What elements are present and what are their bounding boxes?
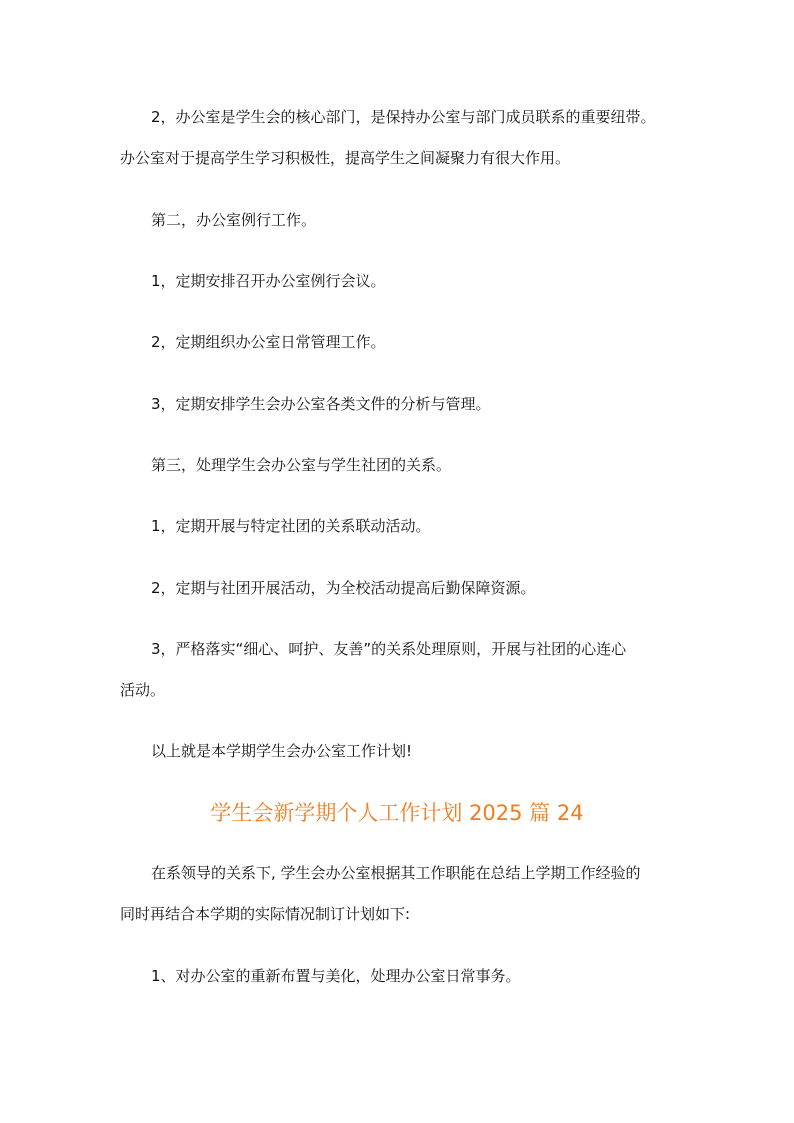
closing-sentence: 以上就是本学期学生会办公室工作计划! xyxy=(151,742,413,760)
list-item-club-linkage: 1，定期开展与特定社团的关系联动活动。 xyxy=(151,517,431,535)
list-item-principles-line2: 活动。 xyxy=(120,681,166,699)
list-item-daily-management: 2，定期组织办公室日常管理工作。 xyxy=(151,333,386,351)
list-item-principles-line1: 3，严格落实“细心、呵护、友善”的关系处理原则，开展与社团的心连心 xyxy=(151,640,627,658)
list-item-document-management: 3，定期安排学生会办公室各类文件的分析与管理。 xyxy=(151,395,491,413)
section-heading-club-relations: 第三，处理学生会办公室与学生社团的关系。 xyxy=(151,456,452,474)
list-item-office-arrangement: 1、对办公室的重新布置与美化，处理办公室日常事务。 xyxy=(151,967,521,985)
list-item-logistics-support: 2，定期与社团开展活动，为全校活动提高后勤保障资源。 xyxy=(151,579,536,597)
paragraph-office-core-line1: 2，办公室是学生会的核心部门，是保持办公室与部门成员联系的重要纽带。 xyxy=(151,108,656,126)
paragraph-intro-line2: 同时再结合本学期的实际情况制订计划如下: xyxy=(120,905,411,923)
list-item-routine-meetings: 1，定期安排召开办公室例行会议。 xyxy=(151,272,386,290)
paragraph-office-core-line2: 办公室对于提高学生学习积极性，提高学生之间凝聚力有很大作用。 xyxy=(120,149,571,167)
section-title: 学生会新学期个人工作计划 2025 篇 24 xyxy=(210,801,584,825)
paragraph-intro-line1: 在系领导的关系下, 学生会办公室根据其工作职能在总结上学期工作经验的 xyxy=(151,864,641,882)
section-heading-routine-work: 第二，办公室例行工作。 xyxy=(151,211,317,229)
